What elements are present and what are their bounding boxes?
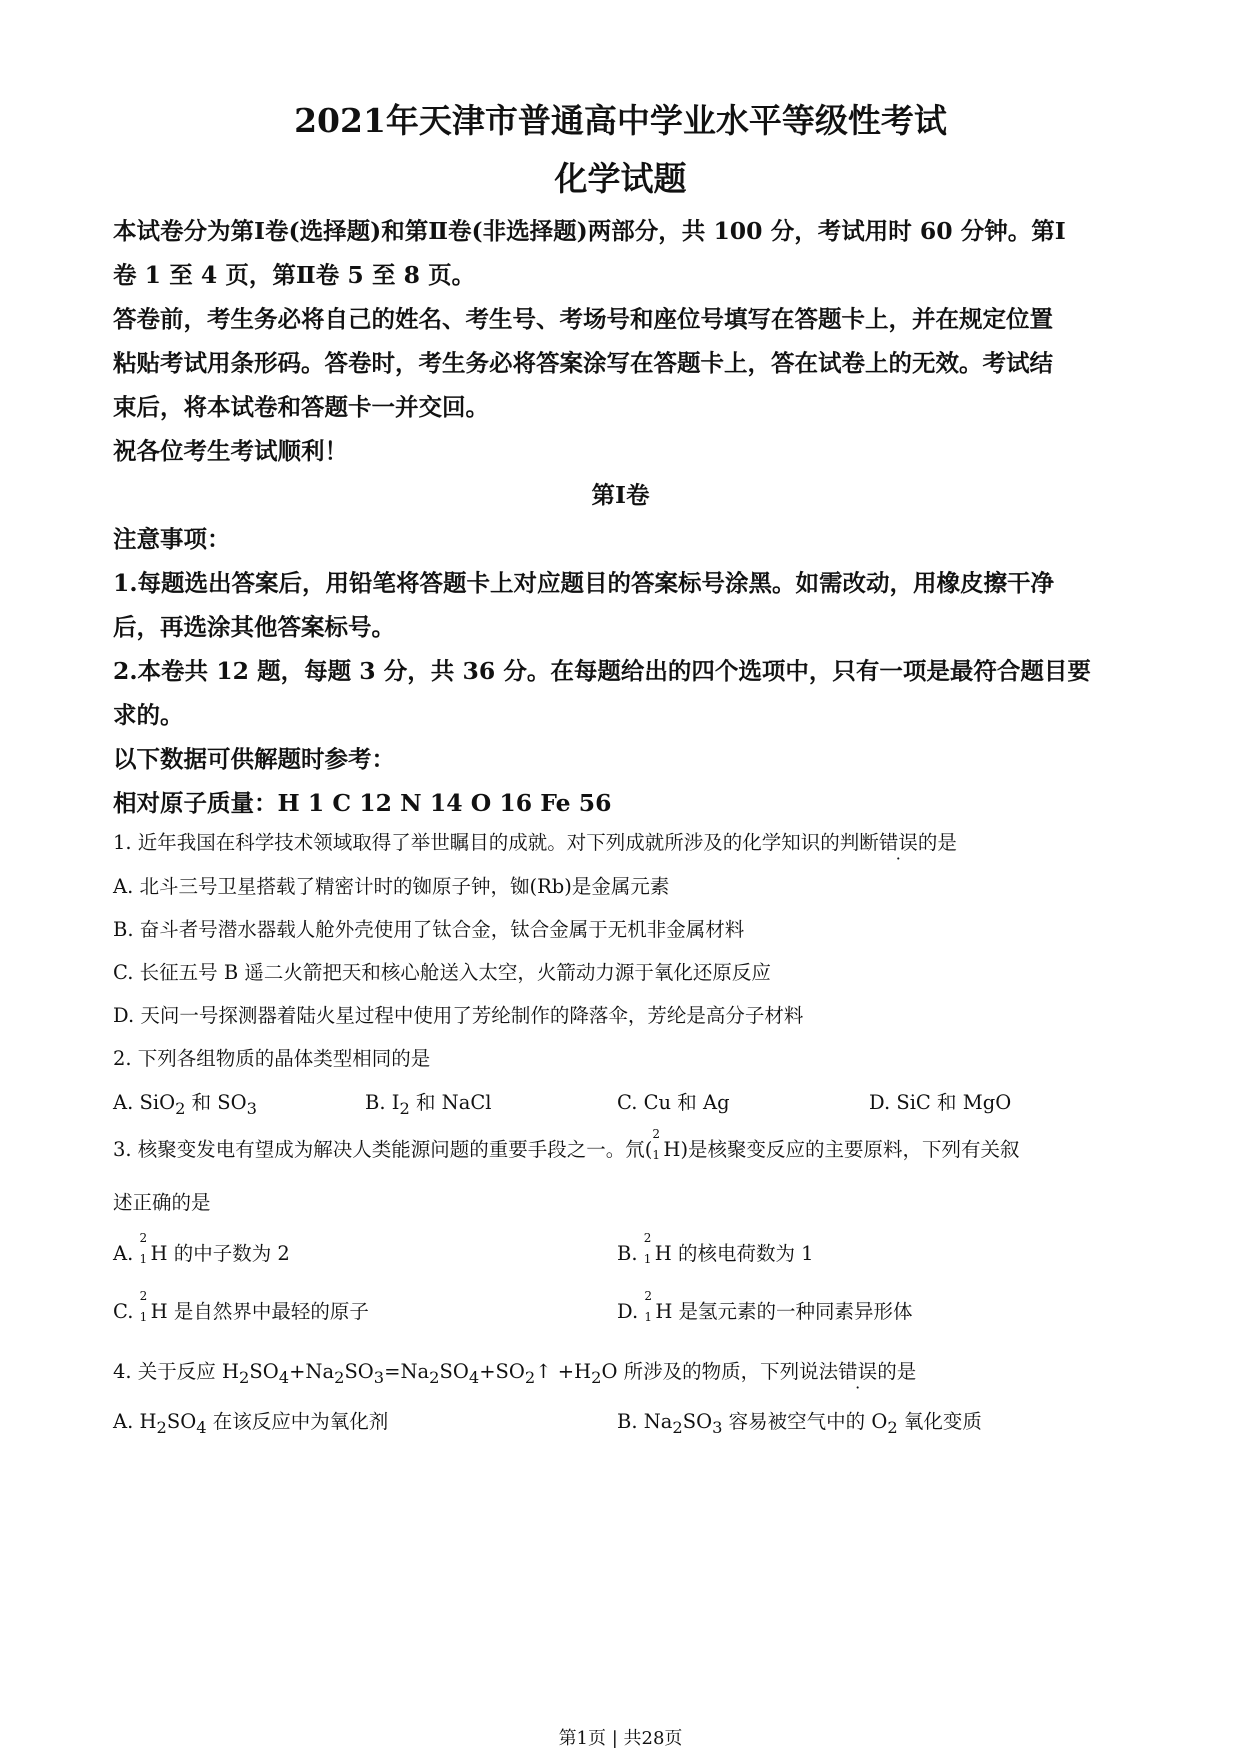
notice-1a: 1.每题选出答案后，用铅笔将答题卡上对应题目的答案标号涂黑。如需改动，用橡皮擦干净 [113, 569, 1055, 597]
q4-stem-end: 的是 [877, 1360, 917, 1383]
q2-b-mid: 和 NaCl [409, 1091, 492, 1114]
nuclide-symbol [644, 1288, 655, 1324]
q3-option-d [617, 1288, 913, 1324]
q3-b-text: 的核电荷数为 1 [671, 1242, 814, 1265]
page-footer: 第1页 | 共28页 [558, 1728, 683, 1749]
q4-b-sub: 2 [887, 1417, 898, 1437]
nuclide-symbol [643, 1230, 655, 1266]
q3-a-label: A. [113, 1242, 134, 1265]
q2-b-sub: 2 [399, 1098, 410, 1118]
question-3-stem-line2: 述正确的是 [113, 1191, 211, 1214]
intro-line-3: 答卷前，考生务必将自己的姓名、考生号、考场号和座位号填写在答题卡上，并在规定位置 [113, 305, 1053, 333]
q4-b-end: 氧化变质 [897, 1410, 982, 1433]
q4-a-end: 在该反应中为氧化剂 [206, 1410, 389, 1433]
q3-d-text: 是氢元素的一种同素异形体 [672, 1300, 913, 1323]
q4-b-sub: 2 [672, 1417, 683, 1437]
q4-a-mid: SO [166, 1410, 197, 1433]
q4-part: SO [249, 1360, 279, 1383]
nuclide-mass-number: 2 [643, 1230, 652, 1245]
q4-sub: 2 [591, 1367, 602, 1387]
q3-option-b [617, 1230, 814, 1266]
q2-option-c: C. Cu 和 Ag [617, 1091, 730, 1114]
question-3-stem-line1 [113, 1126, 1020, 1162]
nuclide-atomic-number: 1 [139, 1310, 148, 1324]
q1-option-d: D. 天问一号探测器着陆火星过程中使用了芳纶制作的降落伞，芳纶是高分子材料 [113, 1004, 804, 1027]
atomic-mass-line: 相对原子质量：H 1 C 12 N 14 O 16 Fe 56 [113, 789, 612, 817]
q4-part: =Na [384, 1360, 430, 1383]
nuclide-element: H [663, 1138, 681, 1161]
q2-a-sub2: 3 [246, 1098, 257, 1118]
q2-a-text: A. SiO [113, 1091, 176, 1114]
q2-b-text: B. I [365, 1091, 400, 1114]
notice-2a: 2.本卷共 12 题，每题 3 分，共 36 分。在每题给出的四个选项中，只有一项是最符合题目要 [113, 657, 1091, 685]
q3-a-text: 的中子数为 2 [167, 1242, 290, 1265]
nuclide-symbol [139, 1230, 150, 1266]
intro-line-6: 祝各位考生考试顺利！ [113, 437, 348, 465]
q2-option-b [365, 1087, 492, 1118]
q4-part: +Na [289, 1360, 335, 1383]
intro-line-4: 粘贴考试用条形码。答卷时，考生务必将答案涂写在答题卡上，答在试卷上的无效。考试结 [113, 349, 1053, 377]
q1-option-b: B. 奋斗者号潜水器载人舱外壳使用了钛合金，钛合金属于无机非金属材料 [113, 918, 745, 941]
nuclide-mass-number: 2 [644, 1288, 652, 1303]
q4-part: SO [344, 1360, 374, 1383]
q4-b-sub: 3 [712, 1417, 723, 1437]
q3-c-label: C. [113, 1300, 134, 1323]
notice-title: 注意事项： [113, 525, 231, 553]
q2-option-d: D. SiC 和 MgO [869, 1091, 1012, 1114]
q1-emphasis: 错误 [878, 831, 918, 854]
nuclide-atomic-number: 1 [644, 1310, 652, 1324]
q4-sub: 2 [429, 1367, 440, 1387]
q4-sub: 2 [239, 1367, 250, 1387]
q4-part: +SO [479, 1360, 525, 1383]
q4-part: SO [439, 1360, 469, 1383]
nuclide-symbol [139, 1288, 151, 1324]
q4-sub: 4 [468, 1367, 480, 1387]
q4-a-sub: 4 [196, 1417, 207, 1437]
nuclide-element: H [654, 1242, 672, 1265]
exam-title: 2021年天津市普通高中学业水平等级性考试 [294, 101, 947, 140]
q1-stem-text: 1. 近年我国在科学技术领域取得了举世瞩目的成就。对下列成就所涉及的化学知识的判断 [113, 831, 879, 854]
nuclide-mass-number: 2 [139, 1230, 148, 1245]
q4-b-text: B. Na [617, 1410, 673, 1433]
intro-line-1: 本试卷分为第Ⅰ卷(选择题)和第Ⅱ卷(非选择题)两部分，共 100 分，考试用时 60 分钟。第Ⅰ [113, 217, 1066, 245]
q4-sub: 2 [334, 1367, 345, 1387]
q3-b-label: B. [617, 1242, 638, 1265]
q3-stem-end: )是核聚变反应的主要原料，下列有关叙 [680, 1138, 1020, 1161]
q4-part: O 所涉及的物质，下列说法 [601, 1360, 839, 1383]
q2-a-mid: 和 SO [185, 1091, 247, 1114]
exam-subtitle: 化学试题 [554, 159, 687, 198]
nuclide-mass-number: 2 [652, 1126, 661, 1141]
nuclide-symbol [652, 1126, 663, 1162]
nuclide-element: H [655, 1300, 673, 1323]
nuclide-atomic-number: 1 [652, 1148, 661, 1162]
nuclide-element: H [150, 1300, 168, 1323]
q3-stem-text: 3. 核聚变发电有望成为解决人类能源问题的重要手段之一。氘( [113, 1138, 653, 1161]
q3-option-a [113, 1230, 290, 1266]
section-heading: 第Ⅰ卷 [591, 481, 650, 509]
nuclide-element: H [150, 1242, 168, 1265]
q4-option-b [617, 1406, 982, 1437]
question-1-stem [113, 827, 957, 855]
q3-d-label: D. [617, 1300, 639, 1323]
q4-part: ↑ +H [535, 1360, 592, 1383]
intro-line-5: 束后，将本试卷和答题卡一并交回。 [113, 393, 489, 421]
q2-option-a [113, 1087, 257, 1118]
q2-a-sub: 2 [175, 1098, 186, 1118]
nuclide-mass-number: 2 [139, 1288, 148, 1303]
nuclide-atomic-number: 1 [643, 1252, 652, 1266]
question-2-stem: 2. 下列各组物质的晶体类型相同的是 [113, 1047, 431, 1070]
q1-stem-end: 的是 [917, 831, 957, 854]
q4-sub: 3 [373, 1367, 385, 1387]
q4-option-a [113, 1406, 388, 1437]
q4-stem-text: 4. 关于反应 H [113, 1360, 240, 1383]
intro-line-2: 卷 1 至 4 页，第Ⅱ卷 5 至 8 页。 [113, 261, 476, 289]
q4-emphasis: 错误 [838, 1360, 878, 1383]
q4-sub: 4 [278, 1367, 290, 1387]
q1-option-c: C. 长征五号 B 遥二火箭把天和核心舱送入太空，火箭动力源于氧化还原反应 [113, 961, 771, 984]
question-4-stem [113, 1356, 916, 1387]
q3-c-text: 是自然界中最轻的原子 [167, 1300, 369, 1323]
q3-option-c [113, 1288, 369, 1324]
notice-2b: 求的。 [113, 701, 184, 729]
q4-sub: 2 [524, 1367, 536, 1387]
nuclide-atomic-number: 1 [139, 1252, 148, 1266]
q4-b-mid: SO [682, 1410, 713, 1433]
q4-a-text: A. H [113, 1410, 157, 1433]
q1-option-a: A. 北斗三号卫星搭载了精密计时的铷原子钟，铷(Rb)是金属元素 [113, 875, 670, 898]
q4-b-mid2: 容易被空气中的 O [722, 1410, 888, 1433]
q4-a-sub: 2 [156, 1417, 167, 1437]
reference-title: 以下数据可供解题时参考： [113, 745, 395, 773]
notice-1b: 后，再选涂其他答案标号。 [113, 613, 395, 641]
